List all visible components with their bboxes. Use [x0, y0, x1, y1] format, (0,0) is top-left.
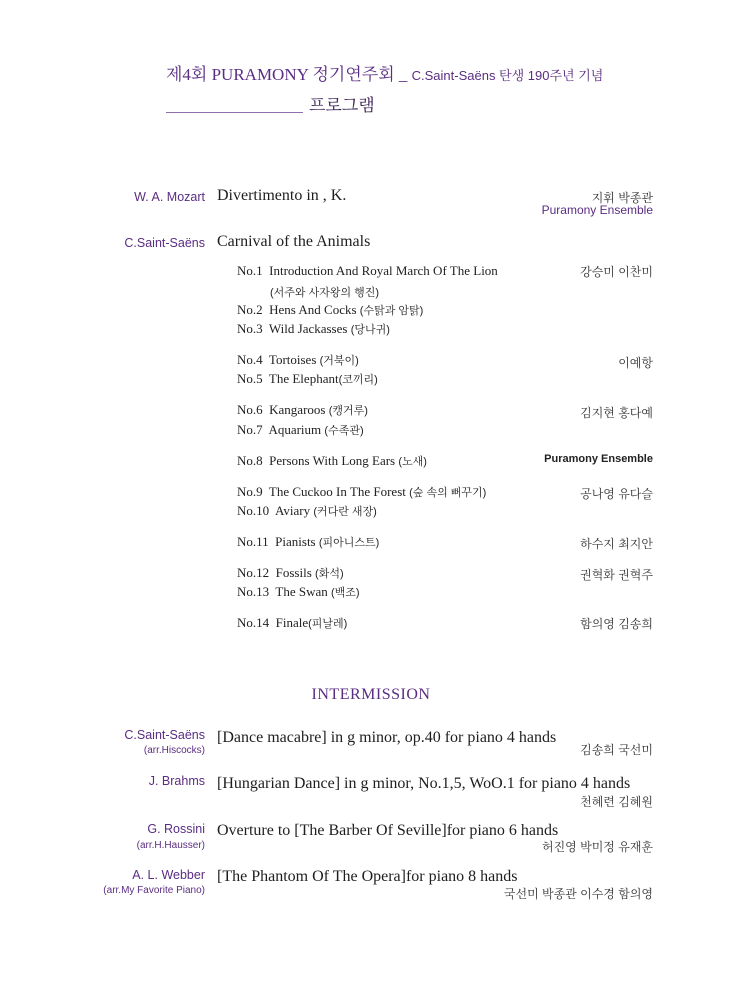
carnival-item [237, 302, 423, 318]
arranger: (arr.H.Hausser) [136, 840, 205, 851]
item-title: Wild Jackasses [268, 321, 348, 336]
header-divider [166, 112, 303, 113]
concert-title-main: 제4회 PURAMONY 정기연주회 _ [166, 65, 408, 84]
item-performer: 권혁화 권혁주 [580, 568, 653, 582]
carnival-item [237, 402, 368, 418]
composer-brahms: J. Brahms [148, 774, 205, 788]
item-performer: 이예항 [618, 356, 653, 370]
work-dance-macabre: [Dance macabre] in g minor, op.40 for piano 4 hands [217, 729, 557, 746]
performer-dance-macabre: 김송희 국선미 [580, 743, 653, 757]
work-divertimento: Divertimento in , K. [217, 187, 347, 204]
composer-rossini: G. Rossini [147, 822, 205, 836]
carnival-item [237, 615, 347, 631]
performer-phantom-of-the-opera: 국선미 박종관 이수경 함의영 [503, 887, 653, 901]
item-performer: 강승미 이찬미 [580, 265, 653, 279]
item-title: Persons With Long Ears [269, 453, 396, 468]
item-no: No.1 [237, 263, 263, 278]
work-carnival: Carnival of the Animals [217, 233, 371, 250]
arranger: (arr.Hiscocks) [143, 745, 205, 756]
item-performer: 김지현 홍다예 [580, 406, 653, 420]
item-title: Fossils [275, 565, 312, 580]
item-korean: (서주와 사자왕의 행진) [270, 287, 380, 299]
composer-saint-saens-2: C.Saint-Saëns [124, 728, 205, 742]
item-title: Aviary [274, 503, 311, 518]
item-korean: (피날레) [308, 618, 348, 630]
item-korean: (숲 속의 뻐꾸기) [409, 487, 487, 499]
carnival-item [237, 371, 378, 387]
item-title: Kangaroos [269, 402, 326, 417]
item-no: No.13 [237, 584, 270, 599]
item-performer: Puramony Ensemble [544, 453, 653, 465]
performer-ensemble: Puramony Ensemble [541, 203, 653, 217]
performer-conductor: 지휘 박종관 [591, 191, 653, 205]
arranger: (arr.My Favorite Piano) [103, 885, 205, 896]
item-korean: (노새) [398, 456, 427, 468]
intermission-heading: INTERMISSION [311, 686, 431, 703]
item-korean: (피아니스트) [318, 537, 380, 549]
item-title: Hens And Cocks [269, 302, 357, 317]
item-no: No.3 [237, 321, 263, 336]
item-performer: 공나영 유다슬 [580, 487, 653, 501]
item-korean: (백조) [331, 587, 360, 599]
item-no: No.11 [237, 534, 269, 549]
item-no: No.2 [237, 302, 263, 317]
item-korean: (코끼리) [338, 374, 378, 386]
item-title: The Cuckoo In The Forest [268, 484, 406, 499]
item-no: No.9 [237, 484, 263, 499]
item-title: Tortoises [268, 352, 317, 367]
item-korean: (수탉과 암탉) [359, 305, 424, 317]
composer-mozart: W. A. Mozart [134, 190, 205, 204]
performer-hungarian-dance: 천혜련 김혜원 [580, 795, 653, 809]
item-korean: (커다란 새장) [313, 506, 377, 518]
carnival-item [237, 503, 377, 519]
item-no: No.7 [237, 422, 263, 437]
item-korean: (거북이) [319, 355, 359, 367]
item-korean: (캥거루) [328, 405, 368, 417]
carnival-item [237, 534, 379, 550]
concert-title [166, 60, 603, 85]
item-no: No.8 [237, 453, 263, 468]
item-korean: (화석) [315, 568, 344, 580]
work-barber-of-seville: Overture to [The Barber Of Seville]for piano 6 hands [217, 822, 559, 839]
carnival-item [237, 422, 364, 438]
item-title: Pianists [275, 534, 316, 549]
item-no: No.10 [237, 503, 270, 518]
item-title: Introduction And Royal March Of The Lion [269, 263, 498, 278]
item-korean: (당나귀) [350, 324, 390, 336]
item-performer: 함의영 김송희 [580, 617, 653, 631]
composer-saint-saens: C.Saint-Saëns [124, 236, 205, 250]
concert-subtitle: C.Saint-Saëns 탄생 190주년 기념 [411, 68, 604, 83]
item-no: No.14 [237, 615, 270, 630]
performer-barber-of-seville: 허진영 박미정 유재훈 [542, 840, 653, 854]
item-title: Finale [275, 615, 309, 630]
item-title: The Elephant [268, 371, 339, 386]
item-title: The Swan [275, 584, 328, 599]
item-korean: (수족관) [324, 425, 364, 437]
carnival-item [237, 453, 427, 469]
work-phantom-of-the-opera: [The Phantom Of The Opera]for piano 8 hands [217, 868, 518, 885]
carnival-item [237, 584, 360, 600]
program-label: 프로그램 [309, 96, 375, 115]
carnival-item [237, 321, 390, 337]
item-no: No.12 [237, 565, 270, 580]
carnival-item [237, 352, 359, 368]
composer-webber: A. L. Webber [132, 868, 205, 882]
item-performer: 하수지 최지안 [580, 537, 653, 551]
item-no: No.4 [237, 352, 263, 367]
item-no: No.5 [237, 371, 263, 386]
item-no: No.6 [237, 402, 263, 417]
item-title: Aquarium [268, 422, 322, 437]
carnival-item [237, 565, 344, 581]
work-hungarian-dance: [Hungarian Dance] in g minor, No.1,5, WoO.1 for piano 4 hands [217, 775, 631, 792]
